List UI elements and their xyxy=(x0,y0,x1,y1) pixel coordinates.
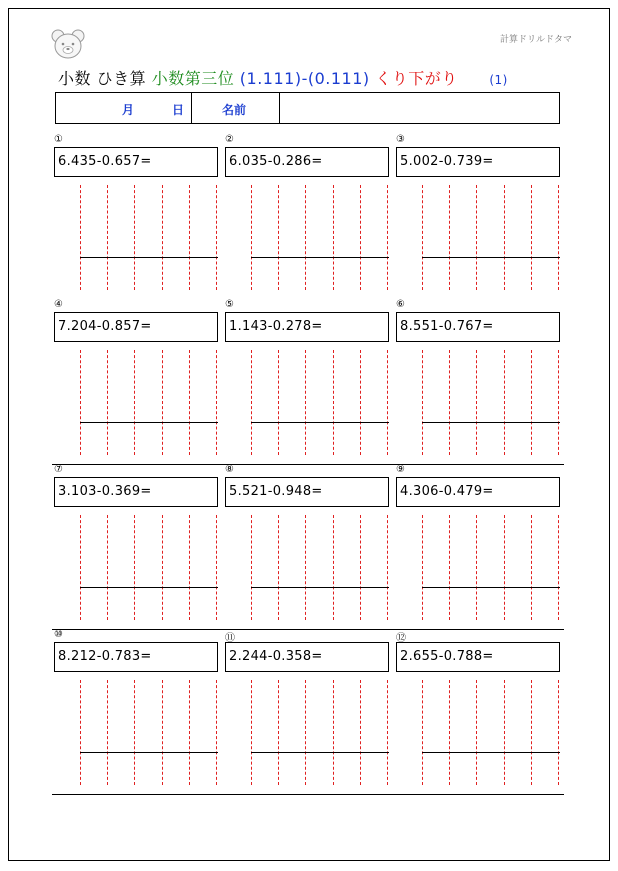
problem-expression: 8.551-0.767= xyxy=(396,312,560,342)
digit-guide-line xyxy=(504,515,505,620)
digit-guide-line xyxy=(80,185,81,290)
digit-guide-line xyxy=(333,515,334,620)
problem-number: ⑦ xyxy=(54,464,63,475)
problem-1 xyxy=(54,134,218,299)
problem-expression: 5.002-0.739= xyxy=(396,147,560,177)
problem-12 xyxy=(396,633,560,794)
digit-guide-line xyxy=(278,680,279,785)
row-separator xyxy=(52,629,564,630)
answer-line[interactable] xyxy=(80,257,218,258)
digit-guide-line xyxy=(422,515,423,620)
digit-guide-line xyxy=(107,350,108,455)
problem-10 xyxy=(54,629,218,794)
answer-line[interactable] xyxy=(80,752,218,753)
problem-5 xyxy=(225,299,389,464)
digit-guide-line xyxy=(333,680,334,785)
digit-guide-line xyxy=(216,515,217,620)
digit-guide-line xyxy=(107,185,108,290)
digit-guide-line xyxy=(251,680,252,785)
digit-guide-line xyxy=(216,185,217,290)
title-level: 小数第三位 xyxy=(151,69,235,88)
problem-9 xyxy=(396,464,560,629)
digit-guide-line xyxy=(387,350,388,455)
problem-number: ③ xyxy=(396,134,405,145)
row-separator xyxy=(52,464,564,465)
title-format: (1.111)-(0.111) xyxy=(239,69,370,88)
problem-number: ⑪ xyxy=(225,633,235,644)
answer-line[interactable] xyxy=(422,752,560,753)
answer-line[interactable] xyxy=(251,587,389,588)
problem-expression: 2.655-0.788= xyxy=(396,642,560,672)
answer-line[interactable] xyxy=(251,422,389,423)
digit-guide-line xyxy=(531,350,532,455)
title-sheet-number: (1) xyxy=(489,73,508,87)
problem-number: ④ xyxy=(54,299,63,310)
digit-guide-line xyxy=(80,350,81,455)
problem-2 xyxy=(225,134,389,299)
problem-expression: 6.035-0.286= xyxy=(225,147,389,177)
digit-guide-line xyxy=(333,185,334,290)
problem-11 xyxy=(225,633,389,794)
date-cell[interactable] xyxy=(56,93,192,123)
digit-guide-line xyxy=(387,515,388,620)
problem-6 xyxy=(396,299,560,464)
digit-guide-line xyxy=(387,185,388,290)
name-label-cell xyxy=(192,93,280,123)
problem-number: ② xyxy=(225,134,234,145)
digit-guide-line xyxy=(278,185,279,290)
problem-expression: 7.204-0.857= xyxy=(54,312,218,342)
digit-guide-line xyxy=(449,680,450,785)
digit-guide-line xyxy=(360,515,361,620)
answer-line[interactable] xyxy=(422,257,560,258)
problem-number: ⑨ xyxy=(396,464,405,475)
digit-guide-line xyxy=(162,515,163,620)
digit-guide-line xyxy=(476,350,477,455)
problem-expression: 5.521-0.948= xyxy=(225,477,389,507)
answer-line[interactable] xyxy=(251,752,389,753)
problem-4 xyxy=(54,299,218,464)
digit-guide-line xyxy=(360,680,361,785)
digit-guide-line xyxy=(305,515,306,620)
problem-expression: 1.143-0.278= xyxy=(225,312,389,342)
digit-guide-line xyxy=(162,350,163,455)
digit-guide-line xyxy=(504,680,505,785)
answer-line[interactable] xyxy=(80,587,218,588)
digit-guide-line xyxy=(531,515,532,620)
row-separator xyxy=(52,794,564,795)
problem-number: ⑥ xyxy=(396,299,405,310)
digit-guide-line xyxy=(504,185,505,290)
problem-8 xyxy=(225,464,389,629)
digit-guide-line xyxy=(558,680,559,785)
digit-guide-line xyxy=(107,515,108,620)
digit-guide-line xyxy=(134,350,135,455)
problem-number: ① xyxy=(54,134,63,145)
digit-guide-line xyxy=(189,185,190,290)
digit-guide-line xyxy=(387,680,388,785)
problem-3 xyxy=(396,134,560,299)
digit-guide-line xyxy=(476,515,477,620)
answer-line[interactable] xyxy=(422,422,560,423)
digit-guide-line xyxy=(531,185,532,290)
digit-guide-line xyxy=(531,680,532,785)
digit-guide-line xyxy=(278,515,279,620)
answer-line[interactable] xyxy=(251,257,389,258)
name-field[interactable] xyxy=(280,93,559,123)
digit-guide-line xyxy=(251,185,252,290)
worksheet-title xyxy=(58,66,508,89)
digit-guide-line xyxy=(251,350,252,455)
problem-number: ⑫ xyxy=(396,633,406,644)
digit-guide-line xyxy=(422,185,423,290)
digit-guide-line xyxy=(216,350,217,455)
digit-guide-line xyxy=(134,185,135,290)
problem-number: ⑤ xyxy=(225,299,234,310)
digit-guide-line xyxy=(504,350,505,455)
answer-line[interactable] xyxy=(422,587,560,588)
name-label: 名前 xyxy=(222,103,247,117)
digit-guide-line xyxy=(134,680,135,785)
digit-guide-line xyxy=(80,680,81,785)
digit-guide-line xyxy=(558,185,559,290)
digit-guide-line xyxy=(360,185,361,290)
problem-expression: 8.212-0.783= xyxy=(54,642,218,672)
digit-guide-line xyxy=(558,350,559,455)
digit-guide-line xyxy=(476,680,477,785)
problem-expression: 2.244-0.358= xyxy=(225,642,389,672)
digit-guide-line xyxy=(162,680,163,785)
month-label: 月 xyxy=(122,103,135,117)
digit-guide-line xyxy=(476,185,477,290)
digit-guide-line xyxy=(80,515,81,620)
bear-face-icon xyxy=(50,28,86,60)
digit-guide-line xyxy=(216,680,217,785)
title-condition: くり下がり xyxy=(375,69,458,88)
digit-guide-line xyxy=(305,680,306,785)
digit-guide-line xyxy=(134,515,135,620)
digit-guide-line xyxy=(305,350,306,455)
day-label: 日 xyxy=(172,103,185,117)
digit-guide-line xyxy=(107,680,108,785)
digit-guide-line xyxy=(360,350,361,455)
digit-guide-line xyxy=(422,350,423,455)
digit-guide-line xyxy=(189,515,190,620)
digit-guide-line xyxy=(189,350,190,455)
site-name: 計算ドリルドタマ xyxy=(499,35,572,45)
problem-expression: 4.306-0.479= xyxy=(396,477,560,507)
digit-guide-line xyxy=(189,680,190,785)
digit-guide-line xyxy=(162,185,163,290)
digit-guide-line xyxy=(278,350,279,455)
digit-guide-line xyxy=(558,515,559,620)
digit-guide-line xyxy=(422,680,423,785)
digit-guide-line xyxy=(449,350,450,455)
problem-number: ⑩ xyxy=(54,629,63,640)
name-date-box xyxy=(55,92,560,124)
title-topic: 小数 ひき算 xyxy=(58,69,147,88)
digit-guide-line xyxy=(333,350,334,455)
problem-number: ⑧ xyxy=(225,464,234,475)
digit-guide-line xyxy=(449,185,450,290)
digit-guide-line xyxy=(449,515,450,620)
answer-line[interactable] xyxy=(80,422,218,423)
problem-expression: 6.435-0.657= xyxy=(54,147,218,177)
digit-guide-line xyxy=(305,185,306,290)
problem-7 xyxy=(54,464,218,629)
problem-expression: 3.103-0.369= xyxy=(54,477,218,507)
digit-guide-line xyxy=(251,515,252,620)
